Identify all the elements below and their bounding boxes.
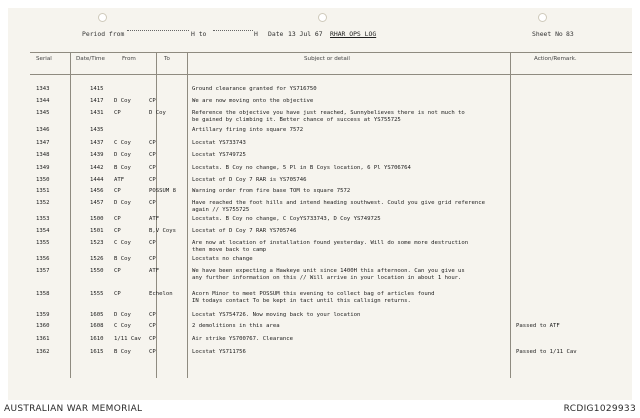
to-cell: CP [149,152,156,158]
serial-cell: 1345 [36,110,50,116]
time-cell: 1500 [90,216,104,222]
subject-cell: Warning order from fire base TOM to square 7572 [192,188,351,194]
subject-cell: Acorn Minor to meet POSSUM this evening to collect bag of articles found [192,291,435,297]
subject-cell: Locstat of D Coy 7 RAR YS705746 [192,228,297,234]
serial-cell: 1350 [36,177,50,183]
time-cell: 1444 [90,177,104,183]
time-cell: 1457 [90,200,104,206]
footer-id: RCDIG1029933 [563,404,636,414]
from-cell: 1/11 Cav [114,336,141,342]
serial-cell: 1344 [36,98,50,104]
subject-cell: Ground clearance granted for YS716750 [192,86,317,92]
to-column-header: To [164,56,170,62]
subject-cell: Locstats. B Coy no change, 5 Pl in B Coys location, 6 Pl YS706764 [192,165,411,171]
subject-cell: Air strike YS700767. Clearance [192,336,294,342]
to-cell: Echelon [149,291,173,297]
column-divider [187,52,188,378]
column-divider [70,52,71,378]
from-cell: D Coy [114,152,131,158]
to-cell: POSSUM 8 [149,188,176,194]
subject-cell: Locstat of D Coy 7 RAR is YS705746 [192,177,307,183]
serial-cell: 1362 [36,349,50,355]
date-value: 13 Jul 67 [288,30,323,38]
subject-cell: again // YS755725 [192,207,250,213]
column-divider [156,52,157,378]
to-cell: B,V Coys [149,228,176,234]
to-cell: CP [149,165,156,171]
from-cell: C Coy [114,240,131,246]
from-column-header: From [122,56,136,62]
action-column-header: Action/Remark. [534,56,577,62]
table-top-rule [30,52,632,53]
time-cell: 1435 [90,127,104,133]
subject-cell: 2 demolitions in this area [192,323,280,329]
from-cell: D Coy [114,312,131,318]
subject-cell: Locstat YS733743 [192,140,246,146]
to-cell: CP [149,177,156,183]
subject-cell: Locstats no change [192,256,253,262]
log-name: RHAR OPS LOG [330,30,377,38]
to-cell: CP [149,312,156,318]
from-cell: C Coy [114,140,131,146]
to-cell: CP [149,200,156,206]
time-cell: 1501 [90,228,104,234]
time-cell: 1605 [90,312,104,318]
subject-cell: IN todays contact To be kept in tact until this callsign returns. [192,298,411,304]
time-cell: 1550 [90,268,104,274]
time-cell: 1526 [90,256,104,262]
table-header-rule [30,74,632,75]
from-cell: CP [114,268,121,274]
to-cell: CP [149,98,156,104]
time-cell: 1615 [90,349,104,355]
serial-cell: 1343 [36,86,50,92]
subject-column-header: Subject or detail [304,56,350,62]
period-to-label: H to [191,30,207,38]
subject-cell: Have reached the foot hills and intend heading southwest. Could you give grid reference [192,200,485,206]
from-cell: C Coy [114,323,131,329]
date-time-column-header: Date/Time [76,56,105,62]
serial-column-header: Serial [36,56,52,62]
from-cell: B Coy [114,165,131,171]
to-cell: CP [149,349,156,355]
from-cell: CP [114,291,121,297]
time-cell: 1442 [90,165,104,171]
serial-cell: 1361 [36,336,50,342]
time-cell: 1610 [90,336,104,342]
subject-cell: Locstat YS754726. Now moving back to your location [192,312,361,318]
time-cell: 1608 [90,323,104,329]
date-label: Date [268,30,284,38]
footer-source: AUSTRALIAN WAR MEMORIAL [4,404,143,414]
time-cell: 1415 [90,86,104,92]
from-cell: B Coy [114,256,131,262]
time-cell: 1437 [90,140,104,146]
from-cell: B Coy [114,349,131,355]
subject-cell: Locstats. B Coy no change, C CoyYS733743, D Coy YS749725 [192,216,381,222]
serial-cell: 1356 [36,256,50,262]
serial-cell: 1352 [36,200,50,206]
action-cell: Passed to ATF [516,323,560,329]
time-cell: 1523 [90,240,104,246]
time-cell: 1417 [90,98,104,104]
subject-cell: Locstat YS749725 [192,152,246,158]
subject-cell: Reference the objective you have just reached, Sunnybelieves there is not much to [192,110,465,116]
to-cell: ATF [149,268,160,274]
from-cell: D Coy [114,200,131,206]
from-cell: CP [114,110,121,116]
serial-cell: 1349 [36,165,50,171]
from-cell: CP [114,188,121,194]
serial-cell: 1358 [36,291,50,297]
hours-label: H [254,30,258,38]
serial-cell: 1355 [36,240,50,246]
sheet-number-label: Sheet No [532,30,563,38]
serial-cell: 1360 [36,323,50,329]
time-cell: 1456 [90,188,104,194]
serial-cell: 1351 [36,188,50,194]
action-cell: Passed to 1/11 Cav [516,349,577,355]
time-cell: 1439 [90,152,104,158]
period-from-label: Period from [82,30,125,38]
subject-cell: We are now moving onto the objective [192,98,314,104]
from-cell: CP [114,216,121,222]
serial-cell: 1354 [36,228,50,234]
sheet-number-value: 83 [566,30,574,38]
punch-hole [98,13,107,22]
from-cell: D Coy [114,98,131,104]
to-cell: CP [149,256,156,262]
serial-cell: 1357 [36,268,50,274]
period-from-value [127,30,189,31]
to-cell: D Coy [149,110,166,116]
serial-cell: 1346 [36,127,50,133]
serial-cell: 1353 [36,216,50,222]
punch-hole [538,13,547,22]
subject-cell: then move back to camp [192,247,267,253]
to-cell: CP [149,336,156,342]
time-cell: 1431 [90,110,104,116]
subject-cell: Artillary firing into square 7572 [192,127,304,133]
from-cell: ATF [114,177,125,183]
punch-hole [318,13,327,22]
serial-cell: 1348 [36,152,50,158]
to-cell: ATF [149,216,160,222]
subject-cell: any further information on this // Will arrive in your location in about 1 hour. [192,275,462,281]
to-cell: CP [149,140,156,146]
to-cell: CP [149,323,156,329]
subject-cell: Locstat YS711756 [192,349,246,355]
to-cell: CP [149,240,156,246]
serial-cell: 1359 [36,312,50,318]
period-to-value [213,30,253,31]
subject-cell: We have been expecting a Hawkeye unit since 1400H this afternoon. Can you give us [192,268,465,274]
subject-cell: Are now at location of installation found yesterday. Will do some more destruction [192,240,469,246]
serial-cell: 1347 [36,140,50,146]
from-cell: CP [114,228,121,234]
column-divider [510,52,511,378]
subject-cell: be gained by climbing it. Better chance of success at YS755725 [192,117,401,123]
time-cell: 1555 [90,291,104,297]
